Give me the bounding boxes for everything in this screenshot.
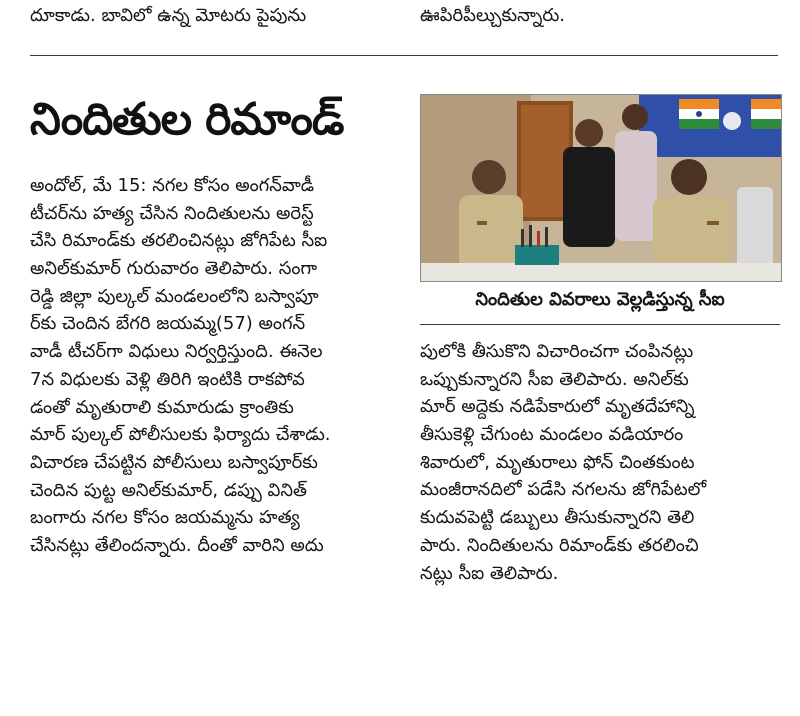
article-body-line: 7న విధులకు వెళ్లి తిరిగి ఇంటికి రాకపోవ <box>30 368 305 390</box>
article-body-line: చేసి రిమాండ్‌కు తరలించినట్లు జోగిపేట సీఐ <box>30 230 328 252</box>
caption-divider <box>420 324 780 325</box>
section-divider <box>30 55 778 56</box>
article-body-line: ఒప్పుకున్నారని సీఐ తెలిపారు. అనిల్‌కు <box>420 368 689 390</box>
article-body-line: ర్‌కు చెందిన బేగరి జయమ్మ(57) అంగన్ <box>30 313 306 335</box>
article-body-left-column <box>30 172 405 560</box>
previous-article-tail-right: ఊపిరిపీల్చుకున్నారు. <box>420 5 566 26</box>
news-photo <box>420 94 782 282</box>
article-body-line: చేసినట్లు తేలిందన్నారు. దీంతో వారిని అదు <box>30 534 324 556</box>
article-body-line: టీచర్‌ను హత్య చేసిన నిందితులను అరెస్ట్ <box>30 202 314 224</box>
article-body-line: శివారులో, మృతురాలు ఫోన్ చింతకుంట <box>420 451 695 473</box>
previous-article-tail-left: దూకాడు. బావిలో ఉన్న మోటరు పైపును <box>30 5 307 26</box>
article-body-line: కుదువపెట్టి డబ్బులు తీసుకున్నారని తెలి <box>420 507 695 529</box>
article-body-line: డంతో మృతురాలి కుమారుడు క్రాంతికు <box>30 396 294 418</box>
article-body-line: పారు. నిందితులను రిమాండ్‌కు తరలించి <box>420 534 699 556</box>
article-body-line: తీసుకెళ్లి చేగుంట మండలం వడియారం <box>420 424 684 446</box>
article-body-line: చెందిన పుట్ట అనిల్‌కుమార్, డప్పు వినిత్ <box>30 479 307 501</box>
article-body-line: అందోల్, మే 15: నగల కోసం అంగన్‌వాడీ <box>30 175 315 196</box>
article-body-right-column <box>420 338 778 587</box>
article-body-line: బంగారు నగల కోసం జయమ్మను హత్య <box>30 507 300 529</box>
photo-caption: నిందితుల వివరాలు వెల్లడిస్తున్న సీఐ <box>475 289 725 310</box>
article-body-line: పులోకి తీసుకొని విచారించగా చంపినట్లు <box>420 341 694 362</box>
article-body-line: రెడ్డి జిల్లా పుల్కల్ మండలంలోని బస్వాపూ <box>30 285 319 307</box>
article-body-line: వాడీ టీచర్‌గా విధులు నిర్వర్తిస్తుంది. ఈనెల <box>30 341 323 363</box>
article-body-line: విచారణ చేపట్టిన పోలీసులు బస్వాపూర్‌కు <box>30 451 318 473</box>
article-body-line: మంజీరానదిలో పడేసి నగలను జోగిపేటలో <box>420 479 707 501</box>
article-body-line: నట్లు సీఐ తెలిపారు. <box>420 562 559 584</box>
article-body-line: అనిల్‌కుమార్ గురువారం తెలిపారు. సంగా <box>30 258 318 280</box>
article-body-line: మార్ అద్దెకు నడిపేకారులో మృతదేహాన్ని <box>420 396 695 418</box>
article-headline: నిందితుల రిమాండ్ <box>30 94 344 145</box>
article-body-line: మార్ పుల్కల్ పోలీసులకు ఫిర్యాదు చేశాడు. <box>30 424 331 446</box>
